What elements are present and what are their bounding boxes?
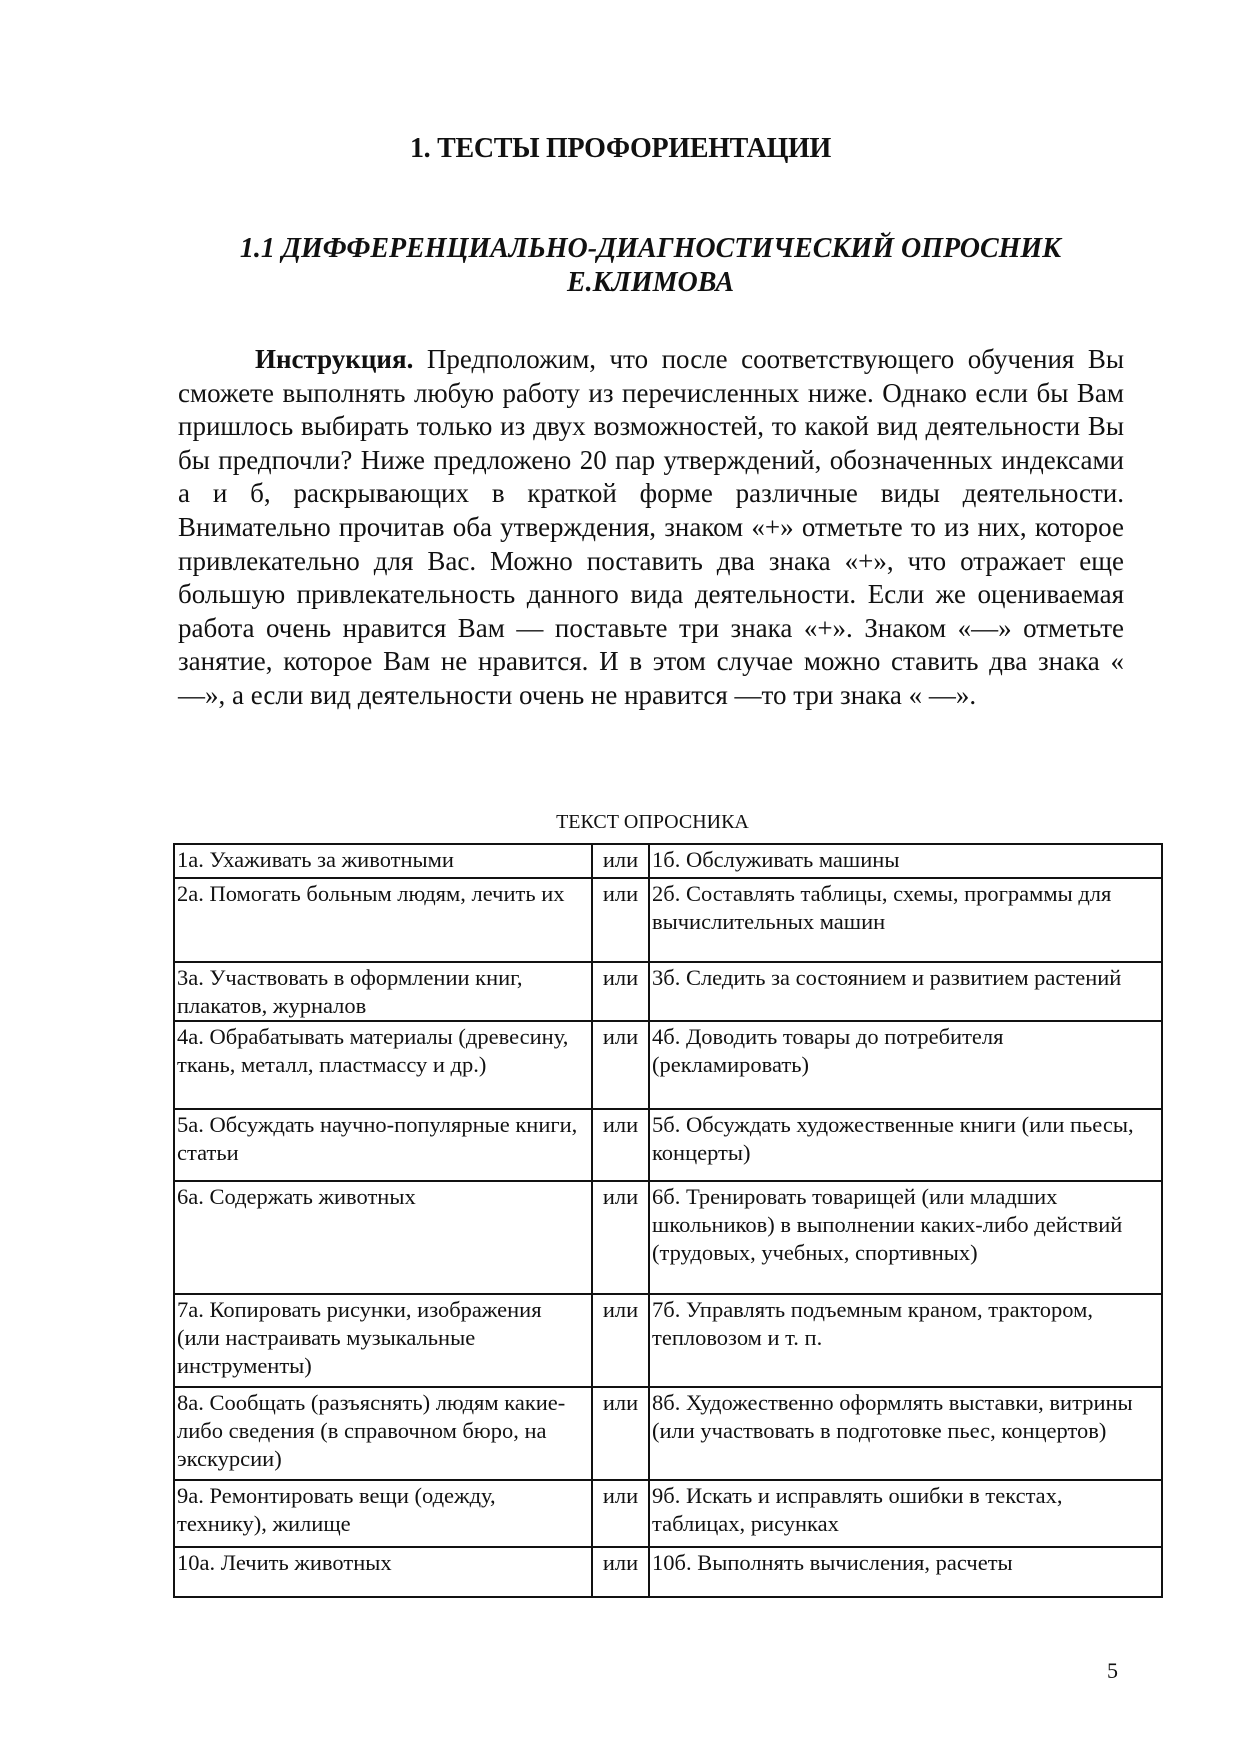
or-cell: или bbox=[592, 1181, 649, 1294]
option-a-cell: 7а. Копировать рисунки, изображения (или настраивать музыкальные инструменты) bbox=[174, 1294, 592, 1387]
or-cell: или bbox=[592, 962, 649, 1021]
option-b-cell: 3б. Следить за состоянием и развитием растений bbox=[649, 962, 1162, 1021]
table-row bbox=[174, 1547, 1162, 1597]
table-row bbox=[174, 1294, 1162, 1387]
subsection-title bbox=[178, 232, 1123, 300]
instruction-text: Предположим, что после соответствующего обучения Вы сможете выполнять любую работу из перечисленных ниже. Однако если бы Вам пришлось выбирать только из двух возможностей, то какой вид деятельности Вы бы предпочли? Ниже предложено 20 пар утверждений, обозначенных индексами а и б, раскрывающих в краткой форме различные виды деятельности. Внимательно прочитав оба утверждения, знаком «+» отметьте то из них, которое привлекательно для Вас. Можно поставить два знака «+», что отражает еще большую привлекательность данного вида деятельности. Если же оцениваемая работа очень нравится Вам — поставьте три знака «+». Знаком «—» отметьте занятие, которое Вам не нравится. И в этом случае можно ставить два знака « —», а если вид деятельности очень не нравится —то три знака « —». bbox=[178, 344, 1124, 710]
option-b-cell: 7б. Управлять подъемным краном, трактором, тепловозом и т. п. bbox=[649, 1294, 1162, 1387]
instruction-label: Инструкция. bbox=[255, 344, 414, 374]
option-b-cell: 2б. Составлять таблицы, схемы, программы для вычислительных машин bbox=[649, 878, 1162, 962]
table-row bbox=[174, 844, 1162, 878]
questionnaire-table-body bbox=[174, 844, 1162, 1597]
table-row bbox=[174, 1387, 1162, 1480]
subsection-title-line1: 1.1 ДИФФЕРЕНЦИАЛЬНО-ДИАГНОСТИЧЕСКИЙ ОПРОСНИК bbox=[239, 233, 1062, 264]
option-a-cell: 8а. Сообщать (разъяснять) людям какие-либо сведения (в справочном бюро, на экскурсии) bbox=[174, 1387, 592, 1480]
subsection-title-line2: Е.КЛИМОВА bbox=[566, 267, 735, 298]
or-cell: или bbox=[592, 1480, 649, 1547]
table-caption: ТЕКСТ ОПРОСНИКА bbox=[556, 811, 749, 833]
instruction-paragraph bbox=[178, 343, 1124, 713]
option-a-cell: 6а. Содержать животных bbox=[174, 1181, 592, 1294]
or-cell: или bbox=[592, 878, 649, 962]
page-number: 5 bbox=[1107, 1658, 1118, 1683]
option-a-cell: 10а. Лечить животных bbox=[174, 1547, 592, 1597]
option-b-cell: 4б. Доводить товары до потребителя (рекламировать) bbox=[649, 1021, 1162, 1109]
table-row bbox=[174, 962, 1162, 1021]
option-a-cell: 2а. Помогать больным людям, лечить их bbox=[174, 878, 592, 962]
questionnaire-table bbox=[173, 843, 1163, 1598]
table-row bbox=[174, 1109, 1162, 1181]
option-a-cell: 9а. Ремонтировать вещи (одежду, технику), жилище bbox=[174, 1480, 592, 1547]
option-a-cell: 5а. Обсуждать научно-популярные книги, статьи bbox=[174, 1109, 592, 1181]
option-b-cell: 6б. Тренировать товарищей (или младших школьников) в выполнении каких-либо действий (трудовых, учебных, спортивных) bbox=[649, 1181, 1162, 1294]
option-b-cell: 1б. Обслуживать машины bbox=[649, 844, 1162, 878]
or-cell: или bbox=[592, 844, 649, 878]
or-cell: или bbox=[592, 1021, 649, 1109]
option-b-cell: 9б. Искать и исправлять ошибки в текстах, таблицах, рисунках bbox=[649, 1480, 1162, 1547]
or-cell: или bbox=[592, 1294, 649, 1387]
table-row bbox=[174, 1181, 1162, 1294]
or-cell: или bbox=[592, 1387, 649, 1480]
option-a-cell: 1а. Ухаживать за животными bbox=[174, 844, 592, 878]
option-b-cell: 5б. Обсуждать художественные книги (или пьесы, концерты) bbox=[649, 1109, 1162, 1181]
table-row bbox=[174, 878, 1162, 962]
option-a-cell: 3а. Участвовать в оформлении книг, плакатов, журналов bbox=[174, 962, 592, 1021]
option-b-cell: 8б. Художественно оформлять выставки, витрины (или участвовать в подготовке пьес, концертов) bbox=[649, 1387, 1162, 1480]
option-a-cell: 4а. Обрабатывать материалы (древесину, ткань, металл, пластмассу и др.) bbox=[174, 1021, 592, 1109]
or-cell: или bbox=[592, 1109, 649, 1181]
table-row bbox=[174, 1480, 1162, 1547]
option-b-cell: 10б. Выполнять вычисления, расчеты bbox=[649, 1547, 1162, 1597]
section-title: 1. ТЕСТЫ ПРОФОРИЕНТАЦИИ bbox=[409, 133, 832, 164]
table-row bbox=[174, 1021, 1162, 1109]
or-cell: или bbox=[592, 1547, 649, 1597]
